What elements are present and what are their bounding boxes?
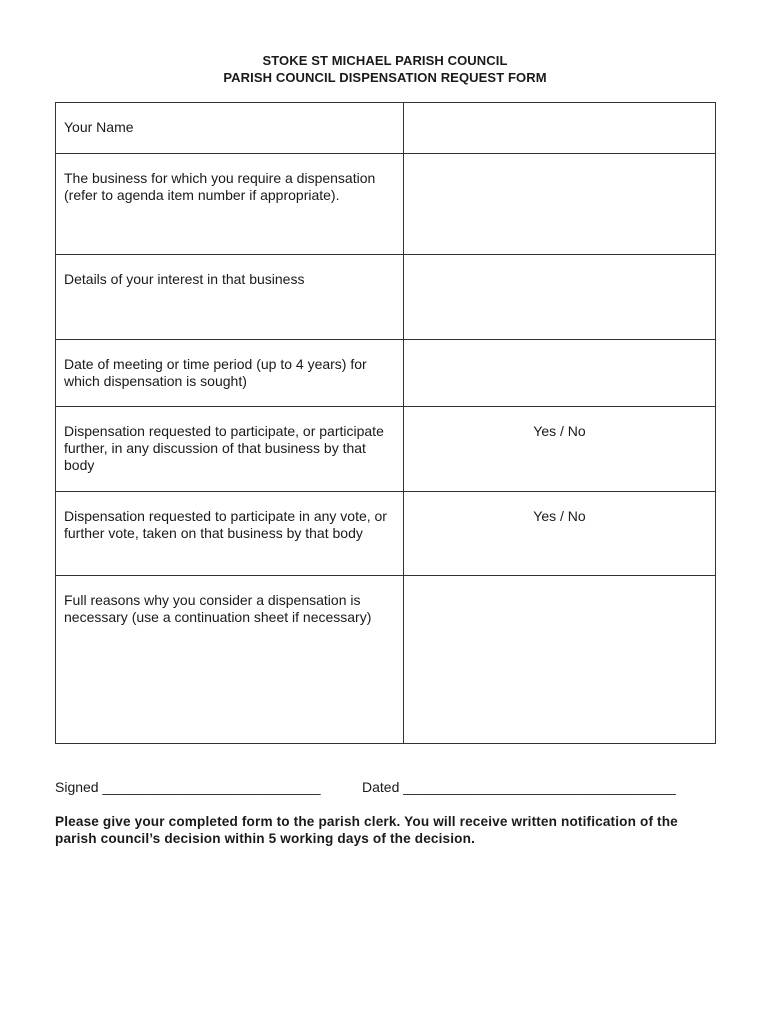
- council-title: STOKE ST MICHAEL PARISH COUNCIL: [262, 53, 508, 68]
- participate-vote-label: Dispensation requested to participate in any vote, or further vote, taken on that business by that body: [56, 492, 404, 576]
- full-reasons-label: Full reasons why you consider a dispensation is necessary (use a continuation sheet if necessary): [56, 576, 404, 744]
- table-row: [56, 154, 716, 255]
- table-row: [56, 340, 716, 407]
- form-title: PARISH COUNCIL DISPENSATION REQUEST FORM: [223, 70, 547, 85]
- interest-details-label: Details of your interest in that business: [56, 255, 404, 340]
- dispensation-form-table: [55, 102, 716, 744]
- table-row: [56, 492, 716, 576]
- participate-discussion-label: Dispensation requested to participate, or participate further, in any discussion of that business by that body: [56, 407, 404, 492]
- your-name-field[interactable]: [404, 103, 716, 154]
- submission-instructions: Please give your completed form to the parish clerk. You will receive written notification of the parish council’s decision within 5 working days of the decision.: [55, 814, 678, 846]
- participate-vote-choice[interactable]: Yes / No: [404, 492, 716, 576]
- table-row: [56, 103, 716, 154]
- signed-line[interactable]: Signed ____________________________: [55, 779, 321, 795]
- table-row: [56, 407, 716, 492]
- dated-line[interactable]: Dated ___________________________________: [362, 779, 676, 795]
- participate-discussion-choice[interactable]: Yes / No: [404, 407, 716, 492]
- interest-details-field[interactable]: [404, 255, 716, 340]
- business-label: The business for which you require a dispensation (refer to agenda item number if appropriate).: [56, 154, 404, 255]
- your-name-label: Your Name: [56, 103, 404, 154]
- business-field[interactable]: [404, 154, 716, 255]
- table-row: [56, 576, 716, 744]
- meeting-date-field[interactable]: [404, 340, 716, 407]
- full-reasons-field[interactable]: [404, 576, 716, 744]
- table-row: [56, 255, 716, 340]
- meeting-date-label: Date of meeting or time period (up to 4 years) for which dispensation is sought): [56, 340, 404, 407]
